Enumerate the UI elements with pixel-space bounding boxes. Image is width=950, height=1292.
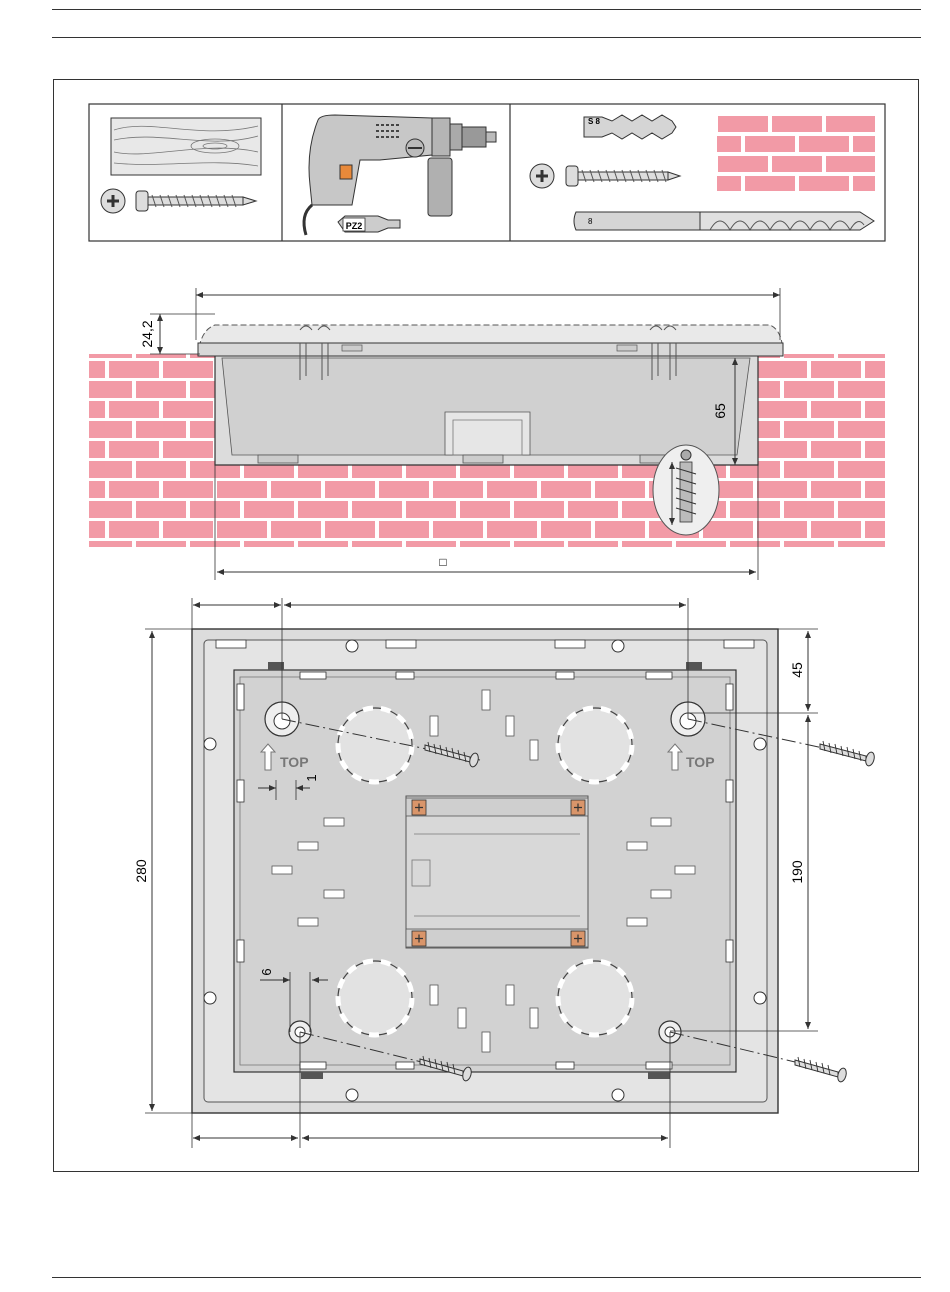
bit-label: PZ2	[345, 221, 363, 231]
dim-lid-height-label: 24,2	[139, 320, 155, 348]
section-view	[89, 288, 885, 580]
dim-top-offset-label: 45	[789, 662, 805, 678]
anchor-label: S 8	[587, 117, 601, 126]
brick-wall-icon	[717, 114, 875, 191]
dim-hole-spacing-label: 190	[789, 860, 805, 884]
dim-height-total-label: 280	[133, 859, 149, 883]
tools-panel	[89, 104, 885, 241]
dim-depth-label: 65	[712, 403, 728, 419]
dim-slot-small-top-label: 1	[304, 774, 319, 782]
dim-recess-width-label: □	[439, 555, 447, 569]
dim-slot-small-bottom-label: 6	[259, 968, 274, 976]
top-label-left: TOP	[280, 754, 309, 770]
wood-board-icon	[111, 118, 261, 175]
drill-bit-label: 8	[588, 217, 593, 226]
anchor-detail-callout	[653, 445, 719, 535]
masonry-drill-bit-icon	[574, 212, 874, 230]
top-label-right: TOP	[686, 754, 715, 770]
plan-view	[133, 598, 876, 1148]
din-rail-area	[406, 796, 588, 948]
